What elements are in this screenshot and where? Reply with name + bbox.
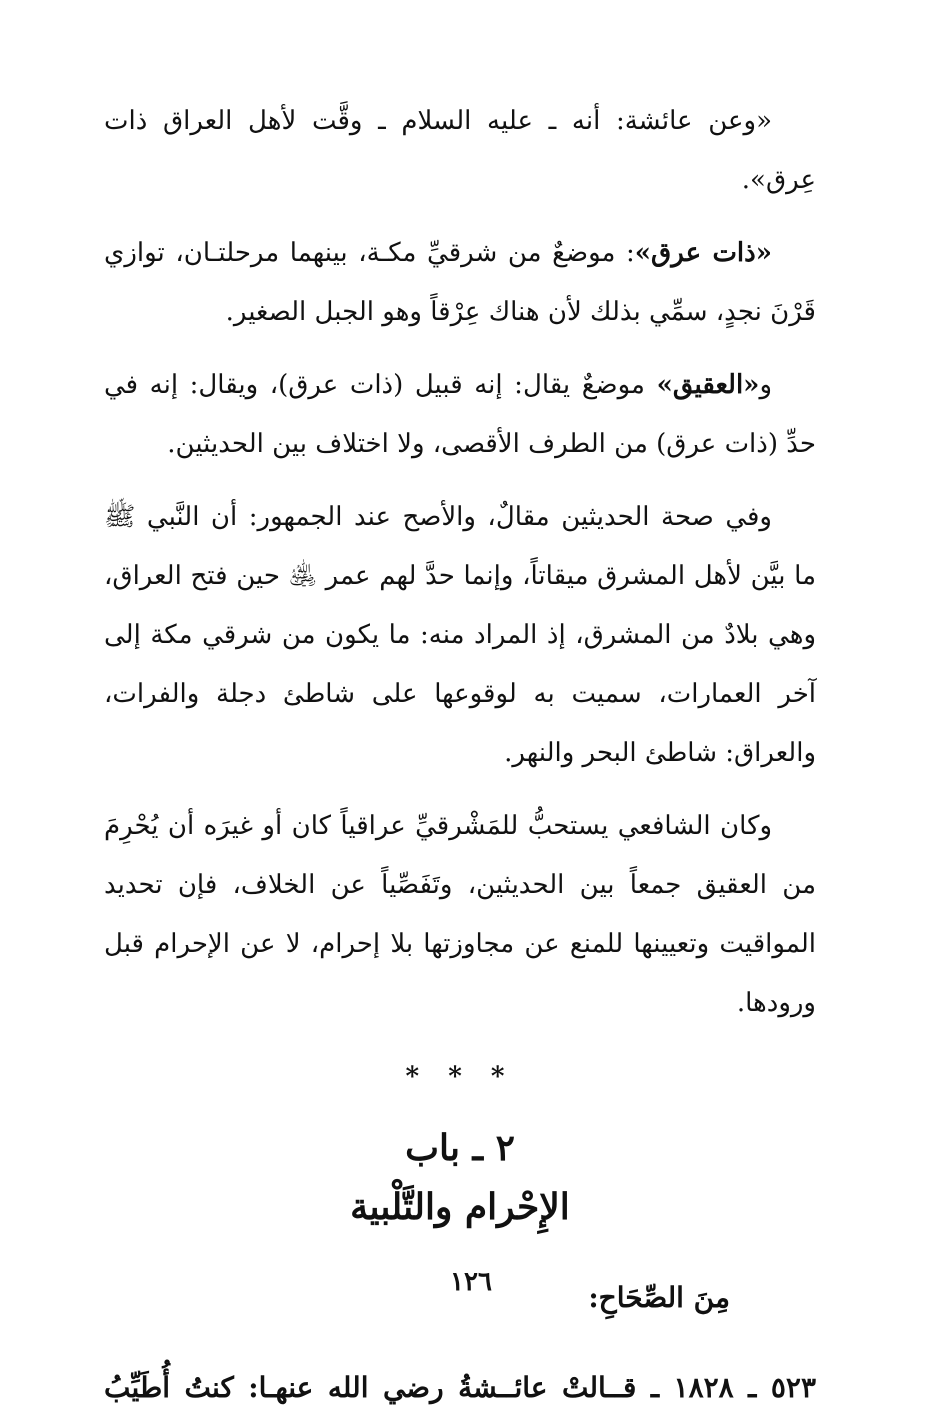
paragraph-3	[104, 356, 816, 474]
paragraph-1-text: «وعن عائشة: أنه ـ عليه السلام ـ وقَّت لأهل العراق ذات عِرق».	[104, 106, 816, 195]
paragraph-3-text: موضعٌ يقال: إنه قبيل (ذات عرق)، ويقال: إنه في حدِّ (ذات عرق) من الطرف الأقصى، ولا اختلاف بين الحديثين.	[104, 370, 816, 459]
paragraph-2	[104, 224, 816, 342]
paragraph-3-lead-term: «العقيق»	[656, 370, 760, 400]
paragraph-2-lead-term: «ذات عرق»	[634, 238, 772, 268]
paragraph-2-text: : موضعٌ من شرقيِّ مكـة، بينهما مرحلتـان، توازي قَرْنَ نجدٍ، سمِّي بذلك لأن هناك عِرْقاً وهو الجبل الصغير.	[104, 238, 816, 327]
paragraph-4-text: وفي صحة الحديثين مقالٌ، والأصح عند الجمهور: أن النَّبي ﷺ ما بيَّن لأهل المشرق ميقاتاً، وإنما حدَّ لهم عمر ﵁ حين فتح العراق، وهي بلادٌ من المشرق، إذ المراد منه: ما يكون من شرقي مكة إلى آخر العمارات، سميت به لوقوعها على شاطئ دجلة والفرات، والعراق: شاطئ البحر والنهر.	[104, 502, 816, 768]
chapter-title: الإِحْرام والتَّلْبية	[350, 1186, 570, 1228]
page-number: ١٢٦	[450, 1267, 492, 1297]
section-label: مِنَ الصِّحَاحِ:	[588, 1281, 730, 1314]
chapter-number: ٢ ـ باب	[405, 1127, 515, 1169]
page-body	[104, 92, 816, 1417]
paragraph-5	[104, 797, 816, 1033]
section-separator: * * *	[405, 1062, 515, 1092]
paragraph-4	[104, 488, 816, 783]
paragraph-5-text: وكان الشافعي يستحبُّ للمَشْرقيِّ عراقياً كان أو غيرَه أن يُحْرِمَ من العقيق جمعاً بين الحديثين، وتَفَصِّياً عن الخلاف، فإن تحديد المواقيت وتعيينها للمنع عن مجاوزتها بلا إحرام، لا عن الإحرام قبل ورودها.	[104, 811, 816, 1018]
paragraph-3-prefix: و	[759, 370, 772, 400]
paragraph-1	[104, 92, 816, 210]
hadith-start-line: ٥٢٣ ـ ١٨٢٨ ـ قــالتْ عائــشةُ رضي الله عنهـا: كنتُ أُطَيِّبُ	[104, 1371, 816, 1404]
